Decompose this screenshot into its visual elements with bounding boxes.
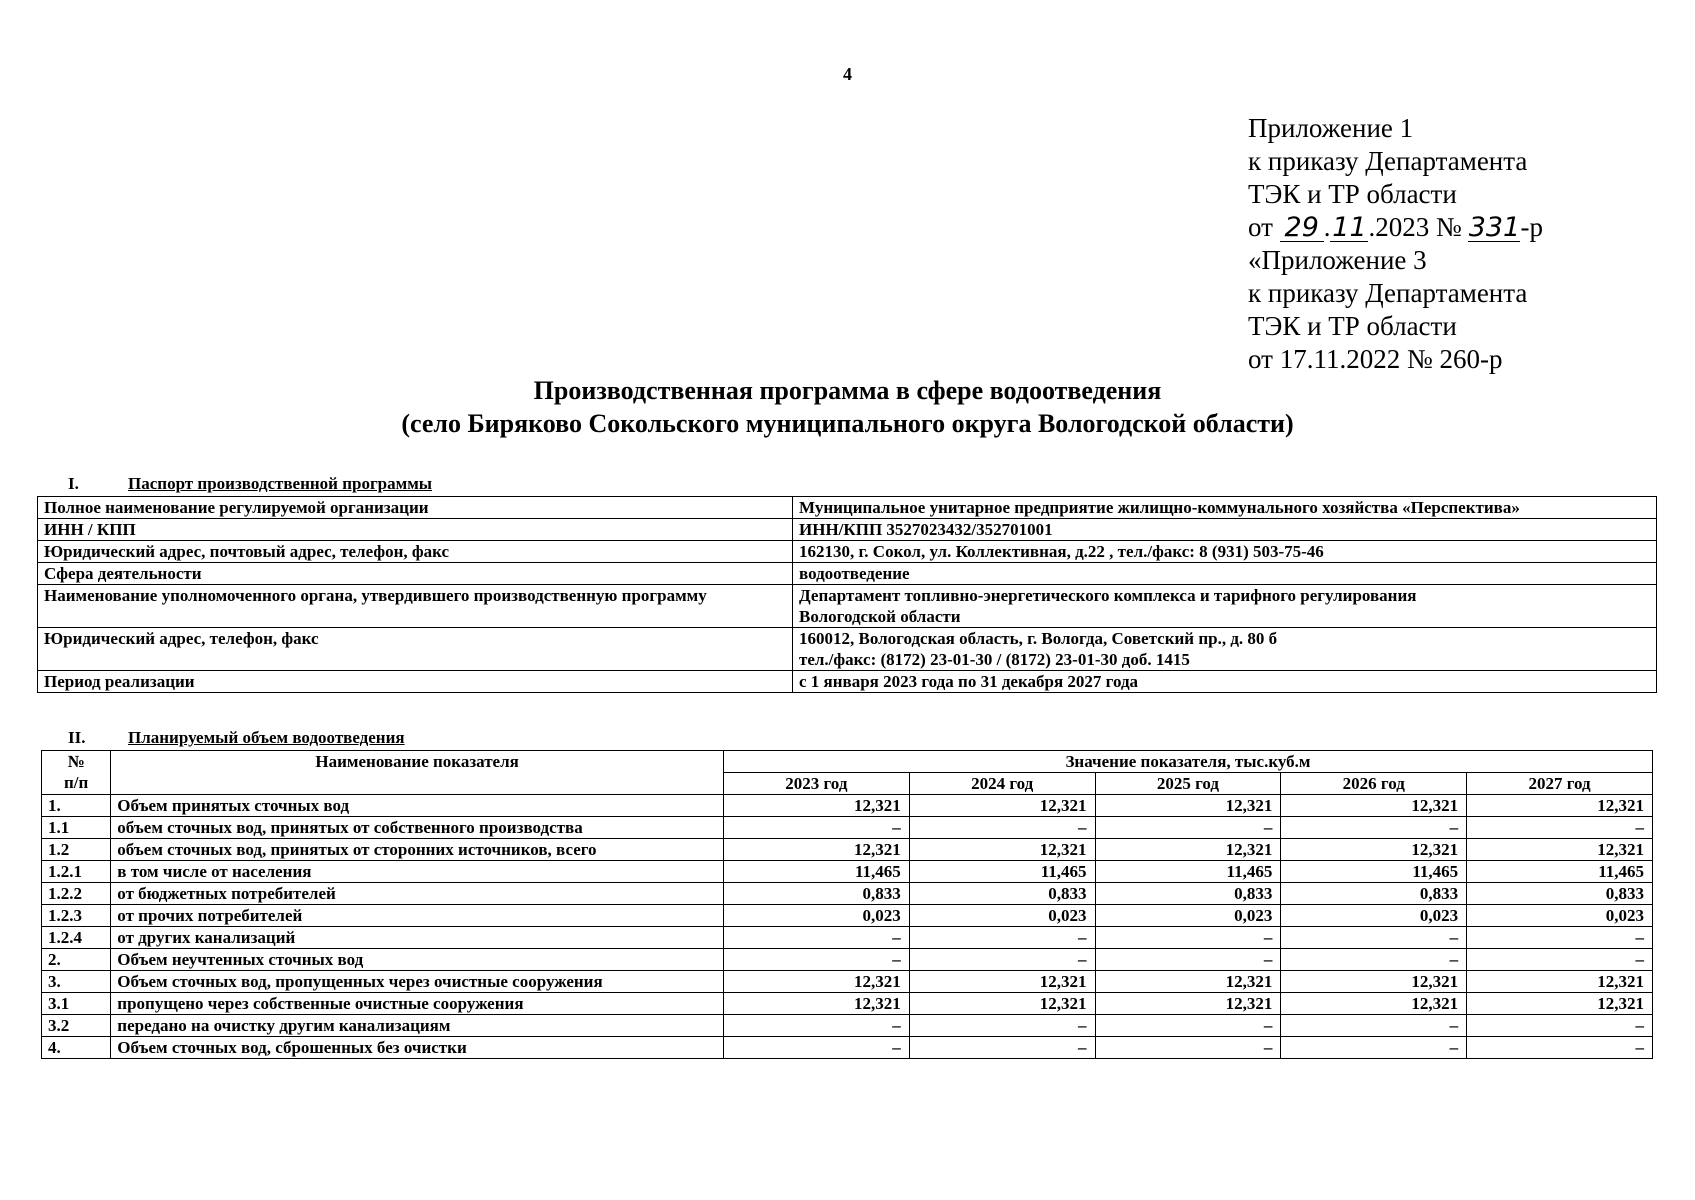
value-cell: 0,023: [723, 905, 909, 927]
value-cell: 12,321: [1281, 795, 1467, 817]
section-2-title: Планируемый объем водоотведения: [128, 728, 405, 747]
value-cell: 12,321: [1467, 971, 1653, 993]
value-cell: 12,321: [909, 993, 1095, 1015]
row-name: Объем сточных вод, пропущенных через очистные сооружения: [111, 971, 724, 993]
value-cell: –: [1281, 1037, 1467, 1059]
value-cell: –: [1467, 817, 1653, 839]
passport-value: [793, 671, 1657, 693]
value-cell: –: [909, 817, 1095, 839]
section-1-number: I.: [68, 474, 79, 493]
table-row: [42, 949, 1653, 971]
row-name: Объем сточных вод, сброшенных без очистки: [111, 1037, 724, 1059]
row-name: Объем неучтенных сточных вод: [111, 949, 724, 971]
passport-key: ИНН / КПП: [38, 519, 793, 541]
col-values-header: Значение показателя, тыс.куб.м: [723, 751, 1652, 773]
value-cell: –: [1281, 1015, 1467, 1037]
value-cell: 12,321: [909, 839, 1095, 861]
value-cell: 11,465: [1467, 861, 1653, 883]
value-cell: –: [1095, 949, 1281, 971]
passport-value-line: водоотведение: [799, 564, 910, 583]
value-cell: 12,321: [1281, 971, 1467, 993]
passport-key: Сфера деятельности: [38, 563, 793, 585]
title-line-1: Производственная программа в сфере водоотведения: [533, 376, 1162, 405]
value-cell: –: [1467, 949, 1653, 971]
value-cell: –: [909, 1037, 1095, 1059]
value-cell: –: [1095, 817, 1281, 839]
table-row: [42, 971, 1653, 993]
passport-value: [793, 497, 1657, 519]
page-number: 4: [843, 64, 852, 84]
row-number: 1.2: [42, 839, 111, 861]
value-cell: 0,023: [1281, 905, 1467, 927]
passport-value: [793, 519, 1657, 541]
row-number: 4.: [42, 1037, 111, 1059]
row-number: 3.: [42, 971, 111, 993]
value-cell: –: [909, 927, 1095, 949]
value-cell: 12,321: [1281, 993, 1467, 1015]
col-number-label: №: [67, 752, 85, 771]
value-cell: 12,321: [1467, 993, 1653, 1015]
passport-value: [793, 541, 1657, 563]
value-cell: 11,465: [1281, 861, 1467, 883]
row-name: в том числе от населения: [111, 861, 724, 883]
order-suffix: -р: [1520, 212, 1543, 242]
value-cell: 12,321: [723, 839, 909, 861]
value-cell: –: [1095, 1037, 1281, 1059]
value-cell: 0,023: [1095, 905, 1281, 927]
value-cell: 12,321: [1095, 993, 1281, 1015]
value-cell: 12,321: [1095, 839, 1281, 861]
date-prefix: от: [1248, 212, 1273, 242]
value-cell: –: [1281, 817, 1467, 839]
passport-value-line: 162130, г. Сокол, ул. Коллективная, д.22 , тел./факс: 8 (931) 503-75-46: [799, 542, 1324, 561]
row-name: от бюджетных потребителей: [111, 883, 724, 905]
appendix-line-6: к приказу Департамента: [1248, 278, 1528, 308]
table-row: [42, 1015, 1653, 1037]
year-header: 2027 год: [1467, 773, 1653, 795]
passport-row: [38, 519, 1657, 541]
value-cell: 12,321: [1095, 971, 1281, 993]
passport-value: [793, 628, 1657, 671]
table-row: [42, 905, 1653, 927]
row-number: 1.2.3: [42, 905, 111, 927]
value-cell: –: [723, 1037, 909, 1059]
section-1-heading: [68, 474, 432, 494]
table-row: [42, 1037, 1653, 1059]
date-separator: .: [1323, 212, 1331, 242]
title-line-2: (село Биряково Сокольского муниципального округа Вологодской области): [401, 409, 1294, 438]
value-cell: 0,833: [1095, 883, 1281, 905]
passport-value-line: Департамент топливно-энергетического комплекса и тарифного регулирования: [799, 586, 1417, 605]
row-name: объем сточных вод, принятых от собственного производства: [111, 817, 724, 839]
value-cell: –: [1281, 927, 1467, 949]
passport-row: [38, 585, 1657, 628]
appendix-block: [1248, 112, 1543, 376]
passport-value-line: Вологодской области: [799, 607, 961, 626]
value-cell: 0,023: [1467, 905, 1653, 927]
value-cell: 0,833: [723, 883, 909, 905]
row-name: от прочих потребителей: [111, 905, 724, 927]
col-name-header: Наименование показателя: [111, 751, 724, 795]
table-row: [42, 861, 1653, 883]
passport-key: Наименование уполномоченного органа, утвердившего производственную программу: [38, 585, 793, 628]
value-cell: 12,321: [1281, 839, 1467, 861]
passport-value-line: 160012, Вологодская область, г. Вологда, Советский пр., д. 80 б: [799, 629, 1278, 648]
value-cell: –: [1281, 949, 1467, 971]
handwritten-month: 11: [1332, 212, 1367, 243]
passport-key: Юридический адрес, почтовый адрес, телефон, факс: [38, 541, 793, 563]
value-cell: 0,023: [909, 905, 1095, 927]
passport-value: [793, 585, 1657, 628]
value-cell: –: [1095, 1015, 1281, 1037]
value-cell: 12,321: [1467, 839, 1653, 861]
table-row: [42, 883, 1653, 905]
passport-table: [37, 496, 1657, 693]
value-cell: 11,465: [909, 861, 1095, 883]
row-number: 1.2.4: [42, 927, 111, 949]
row-number: 2.: [42, 949, 111, 971]
passport-row: [38, 541, 1657, 563]
value-cell: 12,321: [909, 971, 1095, 993]
section-1-title: Паспорт производственной программы: [128, 474, 433, 493]
value-cell: 0,833: [1467, 883, 1653, 905]
row-name: объем сточных вод, принятых от сторонних источников, всего: [111, 839, 724, 861]
year-header: 2023 год: [723, 773, 909, 795]
value-cell: 12,321: [909, 795, 1095, 817]
value-cell: 12,321: [723, 993, 909, 1015]
value-cell: –: [723, 927, 909, 949]
appendix-line-8: от 17.11.2022 № 260-р: [1248, 344, 1503, 374]
passport-row: [38, 671, 1657, 693]
appendix-order-date: [1248, 211, 1543, 244]
value-cell: 0,833: [909, 883, 1095, 905]
value-cell: –: [1095, 927, 1281, 949]
appendix-line-5: «Приложение 3: [1248, 245, 1427, 275]
row-name: передано на очистку другим канализациям: [111, 1015, 724, 1037]
value-cell: 11,465: [723, 861, 909, 883]
value-cell: –: [723, 817, 909, 839]
value-cell: 12,321: [723, 971, 909, 993]
value-cell: –: [1467, 1037, 1653, 1059]
table-row: [42, 993, 1653, 1015]
passport-value-line: тел./факс: (8172) 23-01-30 / (8172) 23-01-30 доб. 1415: [799, 650, 1190, 669]
header-row: [42, 751, 1653, 773]
passport-value-line: с 1 января 2023 года по 31 декабря 2027 года: [799, 672, 1139, 691]
value-cell: –: [1467, 1015, 1653, 1037]
value-cell: 12,321: [723, 795, 909, 817]
value-cell: 11,465: [1095, 861, 1281, 883]
table-row: [42, 927, 1653, 949]
value-cell: 12,321: [1467, 795, 1653, 817]
handwritten-order-number: 331: [1468, 212, 1521, 243]
date-year: .2023 №: [1368, 212, 1462, 242]
table-row: [42, 795, 1653, 817]
passport-value-line: ИНН/КПП 3527023432/352701001: [799, 520, 1053, 539]
row-name: Объем принятых сточных вод: [111, 795, 724, 817]
passport-value-line: Муниципальное унитарное предприятие жилищно-коммунального хозяйства «Перспектива»: [799, 498, 1520, 517]
row-number: 3.1: [42, 993, 111, 1015]
section-2-heading: [68, 728, 405, 748]
appendix-line-7: ТЭК и ТР области: [1248, 311, 1457, 341]
passport-value: [793, 563, 1657, 585]
year-header: 2024 год: [909, 773, 1095, 795]
planned-volume-table: [41, 750, 1653, 1059]
value-cell: –: [723, 1015, 909, 1037]
row-name: от других канализаций: [111, 927, 724, 949]
passport-row: [38, 497, 1657, 519]
row-number: 1.1: [42, 817, 111, 839]
col-number-label-2: п/п: [63, 773, 89, 792]
value-cell: 0,833: [1281, 883, 1467, 905]
row-number: 3.2: [42, 1015, 111, 1037]
value-cell: –: [909, 1015, 1095, 1037]
appendix-line-2: к приказу Департамента: [1248, 146, 1528, 176]
section-2-number: II.: [68, 728, 86, 747]
table-row: [42, 817, 1653, 839]
appendix-line-1: Приложение 1: [1248, 113, 1414, 143]
passport-key: Юридический адрес, телефон, факс: [38, 628, 793, 671]
passport-row: [38, 628, 1657, 671]
value-cell: –: [723, 949, 909, 971]
col-number-header: [42, 751, 111, 795]
passport-row: [38, 563, 1657, 585]
passport-key: Период реализации: [38, 671, 793, 693]
passport-key: Полное наименование регулируемой организации: [38, 497, 793, 519]
year-header: 2026 год: [1281, 773, 1467, 795]
row-number: 1.: [42, 795, 111, 817]
handwritten-day: 29: [1280, 215, 1324, 242]
value-cell: 12,321: [1095, 795, 1281, 817]
document-title: [0, 374, 1695, 440]
row-number: 1.2.2: [42, 883, 111, 905]
value-cell: –: [909, 949, 1095, 971]
table-row: [42, 839, 1653, 861]
appendix-line-3: ТЭК и ТР области: [1248, 179, 1457, 209]
value-cell: –: [1467, 927, 1653, 949]
row-name: пропущено через собственные очистные сооружения: [111, 993, 724, 1015]
row-number: 1.2.1: [42, 861, 111, 883]
year-header: 2025 год: [1095, 773, 1281, 795]
